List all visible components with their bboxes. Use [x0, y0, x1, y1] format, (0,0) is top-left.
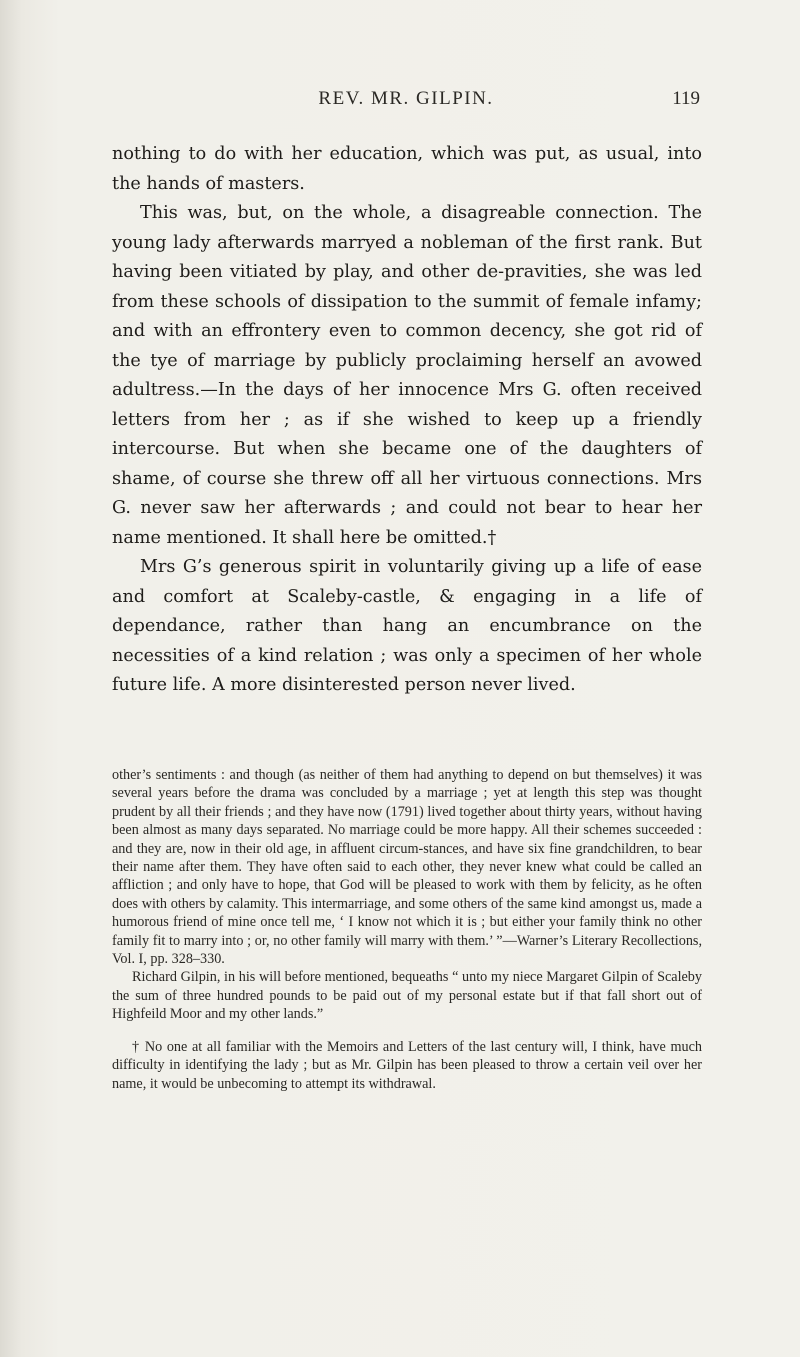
page-header: [112, 88, 700, 112]
main-text: [112, 140, 702, 701]
footnote-will: Richard Gilpin, in his will before mentioned, bequeaths “ unto my niece Margaret Gilpin of Scaleby the sum of three hundred pounds to be paid out of my personal estate but if that fall short out of Highfeild Moor and my other lands.”: [112, 969, 702, 1023]
paragraph: nothing to do with her education, which was put, as usual, into the hands of masters.: [112, 144, 702, 194]
footnotes: [112, 766, 702, 1093]
footnote-continued: other’s sentiments : and though (as neither of them had anything to depend on but themselves) it was several years before the drama was concluded by a marriage ; yet at length this step was thought prudent by all their friends ; and they have now (1791) lived together about thirty years, without having been almost as many days separated. No marriage could be more happy. All their schemes succeeded : and they are, now in their old age, in affluent circum-stances, and have six fine grandchildren, to bear their name after them. They have often said to each other, they never knew what could be called an affliction ; and only have to hope, that God will be pleased to work with them by felicity, as he often does with others by calamity. This intermarriage, and some others of the same kind amongst us, made a humorous friend of mine once tell me, ‘ I know not which it is ; but either your family think no other family fit to marry into ; or, no other family will marry with them.’ ”—Warner’s Literary Recollections, Vol. I, pp. 328–330.: [112, 767, 702, 968]
page-number: 119: [672, 88, 700, 109]
paragraph: Mrs G’s generous spirit in voluntarily giving up a life of ease and comfort at Scaleby-castle, & engaging in a life of dependance, rather than hang an encumbrance on the necessities of a kind relation ; was only a specimen of her whole future life. A more disinterested person never lived.: [112, 557, 702, 695]
running-head: REV. MR. GILPIN.: [318, 88, 494, 109]
paragraph: This was, but, on the whole, a disagreable connection. The young lady afterwards marryed a nobleman of the first rank. But having been vitiated by play, and other de-pravities, she was led from these schools of dissipation to the summit of female infamy; and with an effrontery even to common decency, she got rid of the tye of marriage by publicly proclaiming herself an avowed adultress.—In the days of her innocence Mrs G. often received letters from her ; as if she wished to keep up a friendly intercourse. But when she became one of the daughters of shame, of course she threw off all her virtuous connections. Mrs G. never saw her afterwards ; and could not bear to hear her name mentioned. It shall here be omitted.†: [112, 203, 702, 548]
footnote-dagger: † No one at all familiar with the Memoirs and Letters of the last century will, I think, have much difficulty in identifying the lady ; but as Mr. Gilpin has been pleased to throw a certain veil over her name, it would be unbecoming to attempt its withdrawal.: [112, 1038, 702, 1092]
